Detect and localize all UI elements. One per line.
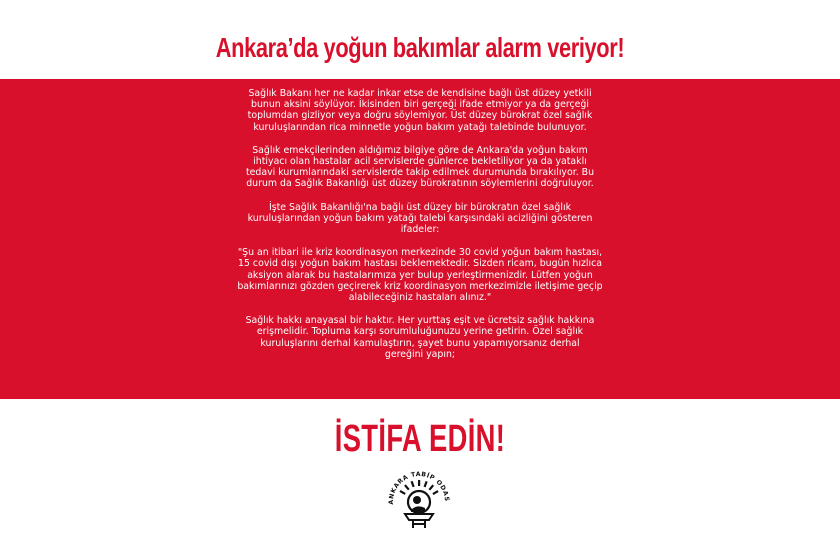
- logo-ring-text: ANKARA TABİP ODAS: [387, 470, 451, 505]
- paragraph-4: Sağlık hakkı anayasal bir haktır. Her yurttaş eşit ve ücretsiz sağlık hakkına erişmelidir. Topluma karşı sorumluluğunuzu yerine getirin. Özel sağlık kuruluşlarını derhal kamulaştırın, şayet bunu yapamıyorsanız derhal gereğini yapın;: [245, 315, 595, 360]
- quote: "Şu an itibari ile kriz koordinasyon merkezinde 30 covid yoğun bakım hastası, 15 covid dışı yoğun bakım hastası beklemektedir. Sizden ricam, bugün hızlıca aksiyon alarak bu hastalarımıza yer bulup yerleştirmenizdir. Lütfen yoğun bakımlarınızı gözden geçirerek kriz koordinasyon merkezimizle iletişime geçip alabileceğiniz hastaları alınız.": [237, 247, 603, 304]
- paragraph-2: Sağlık emekçilerinden aldığımız bilgiye göre de Ankara'da yoğun bakım ihtiyacı olan hastalar acil servislerde günlerce bekletiliyor ya da yataklı tedavi kurumlarındaki servislerde takip edilmek durumunda bırakılıyor. Bu durum da Sağlık Bakanlığı üst düzey bürokratının söylemlerini doğruluyor.: [245, 144, 595, 190]
- paragraph-3: İşte Sağlık Bakanlığı'na bağlı üst düzey bir bürokratın özel sağlık kuruluşlarından yoğun bakım yatağı talebi karşısındaki acizliğini gösteren ifadeler:: [247, 201, 593, 236]
- logo-figure: [411, 506, 425, 512]
- resign-call: İSTİFA EDİN!: [334, 418, 506, 460]
- logo-svg: [383, 462, 455, 534]
- ankara-tabip-odasi-logo-icon: [383, 462, 455, 534]
- paragraph-1: Sağlık Bakanı her ne kadar inkar etse de kendisine bağlı üst düzey yetkili bunun aksini söylüyor. İkisinden biri gerçeği ifade etmiyor ya da gerçeği toplumdan gizliyor veya doğru söylemiyor. Üst düzey bürokrat özel sağlık kuruluşlarından rica minnetle yoğun bakım yatağı talebinde bulunuyor.: [247, 88, 593, 133]
- logo-base: [405, 514, 433, 520]
- headline: Ankara’da yoğun bakımlar alarm veriyor!: [215, 32, 625, 63]
- body-text: [237, 88, 603, 372]
- logo-head: [413, 496, 421, 504]
- logo-stand: [413, 520, 425, 528]
